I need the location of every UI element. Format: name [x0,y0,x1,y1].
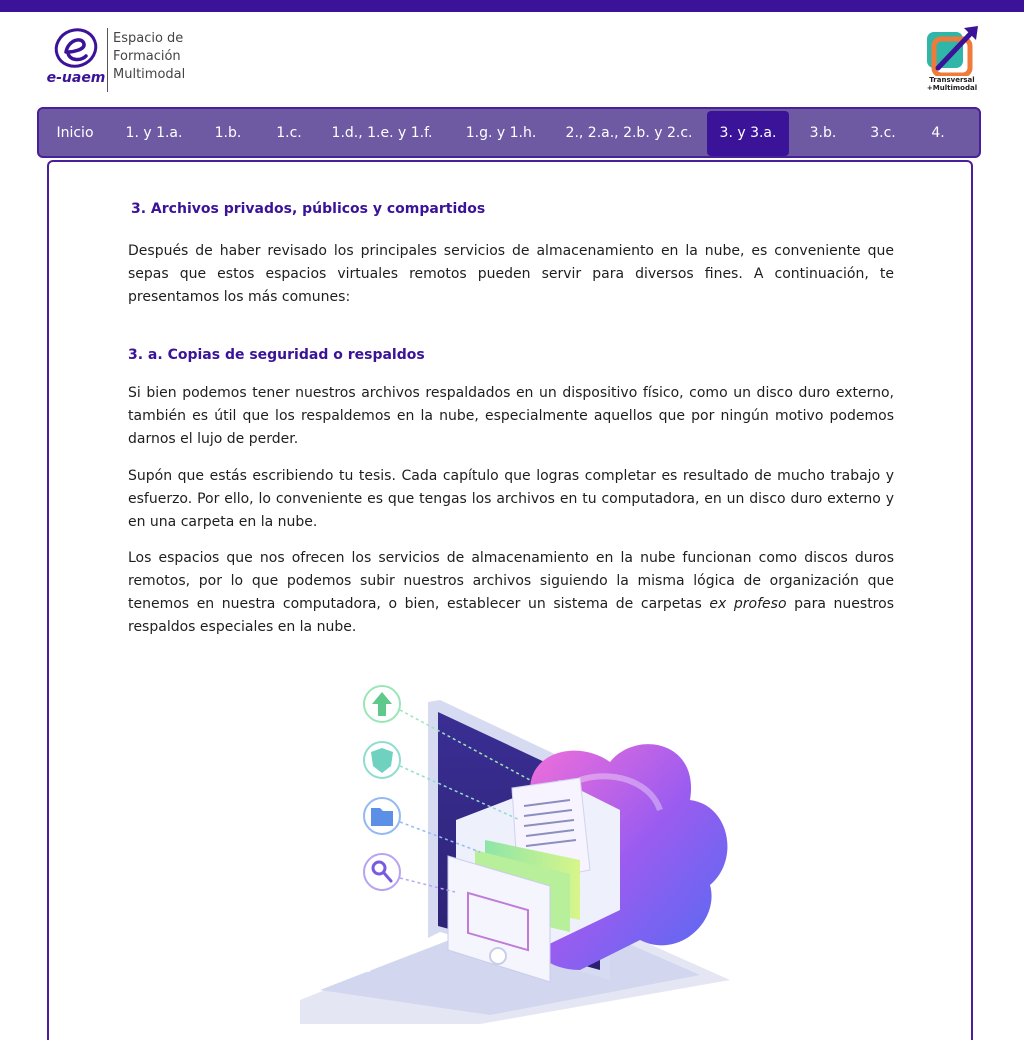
nav-item-3b[interactable]: 3.b. [809,125,837,141]
transversal-caption-line: Transversal [929,76,975,84]
section-nav [37,107,981,158]
subsection-heading: 3. a. Copias de seguridad o respaldos [128,347,425,363]
e-uaem-emblem-icon [46,26,106,72]
transversal-caption-line: +Multimodal [926,84,978,92]
nav-item-inicio[interactable]: Inicio [56,125,94,141]
backup-paragraph-1: Si bien podemos tener nuestros archivos respaldados en un dispositivo físico, como un disco duro externo, también es útil que los respaldemos en la nube, especialmente aquellos que por ningún motivo podemos darnos el lujo de perder. [128,385,894,447]
logo-caption-line: Formación [113,49,181,64]
logo-divider [107,28,108,92]
backup-paragraph-2: Supón que estás escribiendo tu tesis. Cada capítulo que logras completar es resultado de mucho trabajo y esfuerzo. Por ello, lo conveniente es que tengas los archivos en tu computadora, en un disco duro externo y en una carpeta en la nube. [128,468,894,530]
cloud-backup-illustration [280,670,750,1024]
e-uaem-logo[interactable] [46,26,196,96]
backup-paragraph-3 [128,547,894,639]
nav-item-1c[interactable]: 1.c. [276,125,302,141]
transversal-caption [920,76,984,92]
logo-caption [113,30,185,84]
paragraph-text: Los espacios que nos ofrecen los servicios de almacenamiento en la nube funcionan como discos duros remotos, por lo que podemos subir nuestros archivos siguiendo la misma lógica de organización que tenemos en nuestra computadora, o bien, establecer un sistema de carpetas [128,550,894,612]
logo-caption-line: Espacio de [113,31,184,46]
nav-item-1b[interactable]: 1.b. [214,125,242,141]
intro-paragraph: Después de haber revisado los principales servicios de almacenamiento en la nube, es conveniente que sepas que estos espacios virtuales remotos pueden servir para diversos fines. A continuación, te presentamos los más comunes: [128,243,894,305]
nav-item-1g-1h[interactable]: 1.g. y 1.h. [465,125,537,141]
nav-item-3c[interactable]: 3.c. [870,125,896,141]
section-heading: 3. Archivos privados, públicos y compartidos [131,201,486,217]
nav-item-1-1a[interactable]: 1. y 1.a. [125,125,183,141]
top-bar [0,0,1024,12]
transversal-emblem-icon [920,24,984,76]
transversal-multimodal-logo[interactable] [920,24,984,94]
nav-item-3-3a[interactable]: 3. y 3.a. [707,111,789,156]
nav-item-2-2a-2b-2c[interactable]: 2., 2.a., 2.b. y 2.c. [565,125,693,141]
nav-item-4[interactable]: 4. [931,125,945,141]
paragraph-italic-text: ex profeso [709,596,787,612]
paragraph-text: para nuestros respaldos especiales en la nube. [128,596,894,635]
nav-item-1d-1e-1f[interactable]: 1.d., 1.e. y 1.f. [331,125,433,141]
logo-caption-line: Multimodal [113,67,186,82]
e-uaem-wordmark: e-uaem [46,70,106,86]
